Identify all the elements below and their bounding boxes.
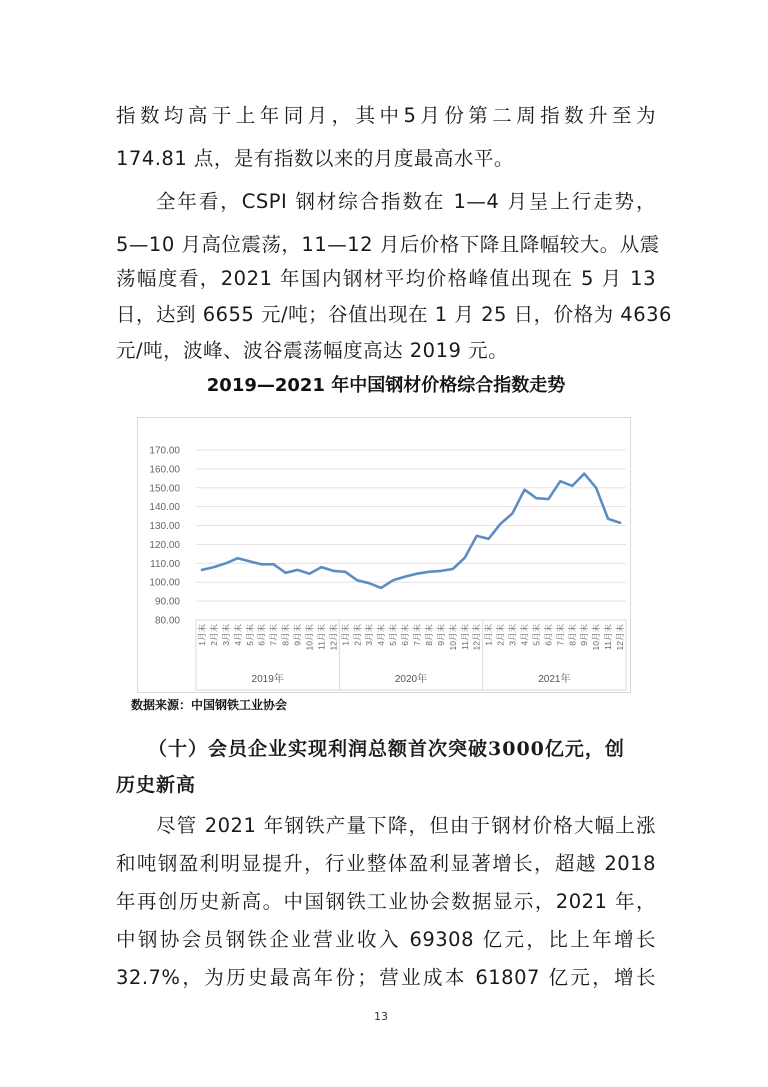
y-tick-label: 160.00 [149, 464, 180, 476]
x-tick-label: 10月末 [447, 624, 458, 651]
y-tick-label: 80.00 [154, 615, 180, 627]
chart-frame [137, 417, 631, 693]
x-group-label: 2021年 [538, 674, 571, 685]
x-tick-label: 11月末 [316, 624, 327, 650]
x-tick-label: 3月末 [364, 624, 375, 646]
x-tick-label: 4月末 [519, 624, 530, 646]
x-tick-label: 8月末 [567, 624, 578, 646]
y-tick-label: 140.00 [149, 502, 180, 514]
x-tick-label: 7月末 [555, 624, 566, 646]
x-tick-label: 8月末 [423, 624, 434, 646]
x-tick-label: 7月末 [411, 624, 422, 646]
paragraph-3-line-3: 年再创历史新高。中国钢铁工业协会数据显示，2021 年， [116, 890, 656, 913]
x-tick-label: 2月末 [208, 624, 219, 646]
x-tick-label: 6月末 [543, 624, 554, 646]
paragraph-2-line-1: 全年看，CSPI 钢材综合指数在 1—4 月呈上行走势， [156, 190, 656, 213]
x-tick-label: 1月末 [196, 624, 207, 646]
paragraph-3-line-2: 和吨钢盈利明显提升，行业整体盈利显著增长，超越 2018 [116, 852, 656, 875]
chart-gridlines [196, 450, 626, 601]
paragraph-3-line-5: 32.7%，为历史最高年份；营业成本 61807 亿元，增长 [116, 966, 656, 989]
x-tick-label: 9月末 [292, 624, 303, 646]
x-tick-label: 9月末 [579, 624, 590, 646]
x-tick-label: 4月末 [232, 624, 243, 646]
x-group-label: 2019年 [251, 674, 284, 685]
chart-series-line [202, 474, 620, 588]
x-tick-label: 3月末 [220, 624, 231, 646]
x-tick-label: 2月末 [495, 624, 506, 646]
line-chart [138, 418, 630, 692]
x-tick-label: 5月末 [244, 624, 255, 646]
x-tick-label: 4月末 [376, 624, 387, 646]
y-tick-label: 150.00 [149, 483, 180, 495]
section-heading-line-1: （十）会员企业实现利润总额首次突破3000亿元，创 [148, 738, 625, 760]
x-group-label: 2020年 [394, 674, 428, 685]
x-tick-label: 5月末 [531, 624, 542, 646]
x-tick-label: 6月末 [256, 624, 267, 646]
x-tick-label: 11月末 [459, 624, 470, 650]
x-tick-label: 7月末 [268, 624, 279, 646]
y-tick-label: 120.00 [149, 539, 180, 551]
paragraph-1-line-2: 174.81 点，是有指数以来的月度最高水平。 [116, 147, 514, 170]
x-tick-label: 1月末 [483, 624, 494, 646]
paragraph-3-line-1: 尽管 2021 年钢铁产量下降，但由于钢材价格大幅上涨 [156, 814, 656, 837]
x-tick-label: 12月末 [615, 624, 626, 651]
chart-x-axis [196, 620, 626, 690]
y-tick-label: 110.00 [150, 558, 180, 570]
paragraph-2-line-2: 5—10 月高位震荡，11—12 月后价格下降且降幅较大。从震 [116, 233, 660, 256]
x-tick-label: 5月末 [388, 624, 399, 646]
paragraph-2-line-4: 日，达到 6655 元/吨；谷值出现在 1 月 25 日，价格为 4636 [116, 303, 672, 326]
y-tick-label: 90.00 [154, 596, 180, 608]
y-tick-label: 170.00 [149, 445, 180, 457]
x-tick-label: 8月末 [280, 624, 291, 646]
chart-title: 2019—2021 年中国钢材价格综合指数走势 [206, 375, 566, 396]
x-tick-label: 11月末 [603, 624, 614, 650]
x-tick-label: 1月末 [340, 624, 351, 646]
x-tick-label: 6月末 [400, 624, 411, 646]
x-tick-label: 12月末 [471, 624, 482, 651]
y-tick-label: 130.00 [149, 521, 180, 533]
chart-source: 数据来源：中国钢铁工业协会 [131, 698, 288, 712]
paragraph-2-line-5: 元/吨，波峰、波谷震荡幅度高达 2019 元。 [116, 339, 509, 362]
x-tick-label: 9月末 [435, 624, 446, 646]
x-tick-label: 2月末 [352, 624, 363, 646]
x-tick-label: 10月末 [591, 624, 602, 651]
chart-y-axis [149, 446, 180, 627]
paragraph-2-line-3: 荡幅度看，2021 年国内钢材平均价格峰值出现在 5 月 13 [116, 267, 656, 290]
x-tick-label: 3月末 [507, 624, 518, 646]
x-tick-label: 10月末 [304, 624, 315, 651]
paragraph-3-line-4: 中钢协会员钢铁企业营业收入 69308 亿元，比上年增长 [116, 928, 656, 951]
page-number: 13 [374, 1010, 388, 1023]
y-tick-label: 100.00 [149, 577, 180, 589]
section-heading-line-2: 历史新高 [116, 774, 197, 796]
paragraph-1-line-1: 指数均高于上年同月，其中5月份第二周指数升至为 [116, 104, 656, 127]
x-tick-label: 12月末 [328, 624, 339, 651]
